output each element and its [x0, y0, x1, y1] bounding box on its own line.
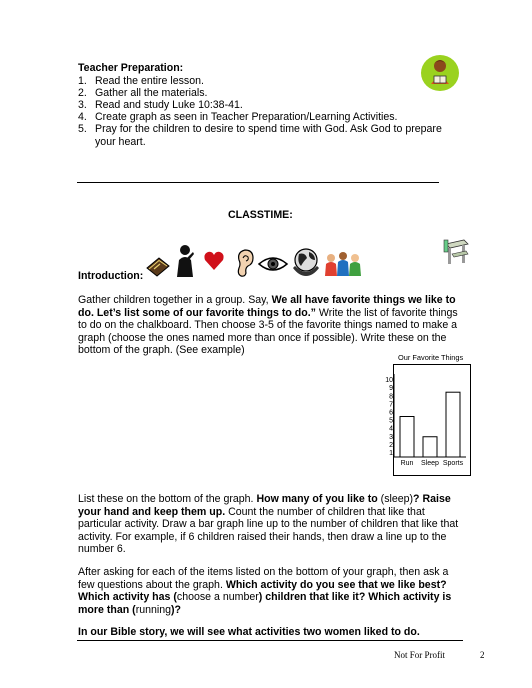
list-item: 5. Pray for the children to desire to spend time with God. Ask God to prepare your heart. [78, 123, 442, 148]
chart-bar-sleep [423, 437, 437, 457]
chart-bar-run [400, 417, 414, 458]
list-item: 2. Gather all the materials. [78, 86, 208, 99]
chart-y-tick-label: 9 [389, 385, 393, 393]
chart-x-tick-label: Sports [442, 460, 464, 467]
intro-paragraph-4: In our Bible story, we will see what activities two women liked to do. [78, 626, 420, 638]
introduction-label: Introduction: [78, 270, 144, 282]
chart-title: Our Favorite Things [398, 353, 464, 362]
chart-y-tick-label: 10 [385, 377, 393, 385]
chart-x-tick-label: Sleep [421, 460, 439, 467]
chart-y-tick-label: 4 [389, 425, 393, 433]
chart-y-tick-label: 1 [389, 449, 393, 457]
list-item: 1. Read the entire lesson. [78, 74, 204, 87]
globe-hands-icon [291, 246, 321, 278]
activity-icon-strip [145, 244, 367, 280]
footer-divider [77, 640, 463, 641]
chart-x-tick-label: Run [400, 460, 414, 467]
example-bar-chart [380, 364, 470, 476]
teacher-prep-list [78, 75, 478, 148]
list-item: 3. Read and study Luke 10:38-41. [78, 98, 243, 111]
chart-y-tick-label: 6 [389, 409, 393, 417]
list-item: 4. Create graph as seen in Teacher Preparation/Learning Activities. [78, 111, 398, 124]
chart-y-tick-label: 3 [389, 433, 393, 441]
classtime-heading: CLASSTIME: [228, 209, 293, 221]
school-desk-icon [442, 236, 472, 268]
chart-y-tick-label: 2 [389, 441, 393, 449]
intro-paragraph-2: List these on the bottom of the graph. How many of you like to (sleep)? Raise your hand and keep them up. Count the number of children that like that particular activity. Draw a bar graph line up to the number of children that like that activity. For example, if 6 children raised their hands, then draw a line up to the number 6. [78, 493, 459, 555]
footer-text: Not For Profit [394, 650, 446, 660]
praying-child-icon [171, 244, 197, 278]
chart-bar-sports [446, 392, 460, 457]
page-number: 2 [480, 650, 485, 660]
chart-y-tick-label: 5 [389, 417, 393, 425]
heart-icon [203, 250, 225, 272]
ear-icon [235, 248, 255, 278]
intro-paragraph-3: After asking for each of the items listed on the bottom of your graph, then ask a few questions about the graph. Which activity do you see that we like best? Which activity has (choose a number) children that like it? Which activity is more than (running)? [78, 566, 452, 616]
chart-y-tick-label: 7 [389, 401, 393, 409]
teacher-prep-heading: Teacher Preparation: [78, 62, 184, 74]
chart-y-tick-label: 8 [389, 393, 393, 401]
bible-icon [145, 252, 171, 278]
eye-icon [257, 254, 289, 274]
intro-paragraph-1: Gather children together in a group. Say, We all have favorite things we like to do. Let’s list some of our favorite things to do.” Write the list of favorite things to do on the chalkboard. Then choose 3-5 of the favorite things named to make a graph (choose the ones named more than once if possible). Write these on the bottom of the graph. (See example) [78, 294, 458, 356]
children-group-icon [323, 250, 363, 278]
section-divider [77, 182, 439, 183]
